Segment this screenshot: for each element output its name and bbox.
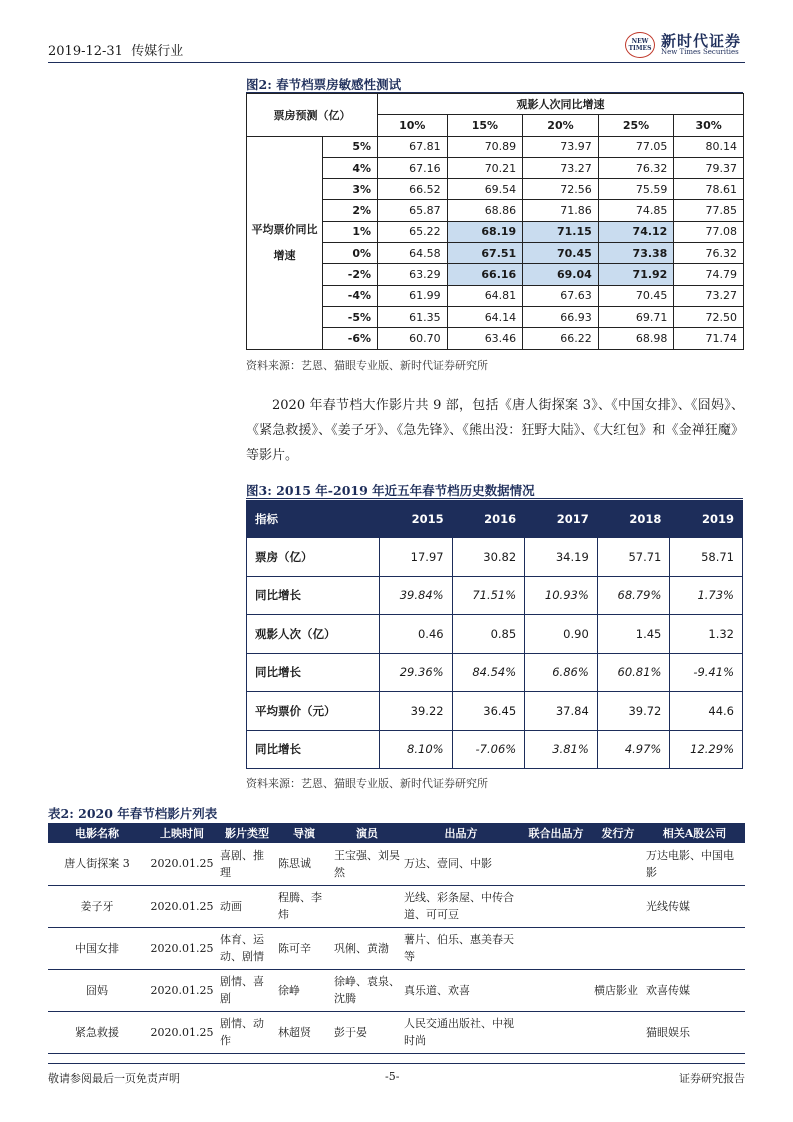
sensitivity-cell: 64.81 — [447, 285, 523, 306]
film-cell-date: 2020.01.25 — [150, 899, 214, 913]
film-cell-director: 程腾、李炜 — [278, 891, 322, 921]
sensitivity-cell: 74.79 — [674, 264, 744, 285]
history-cell: -7.06% — [452, 730, 525, 769]
sensitivity-col-header: 30% — [674, 115, 744, 136]
film-cell-type: 动画 — [220, 899, 242, 913]
film-cell-actors — [332, 885, 402, 927]
sensitivity-cell: 77.85 — [674, 200, 744, 221]
sensitivity-cell: 65.22 — [378, 221, 448, 242]
sensitivity-cell: 70.21 — [447, 157, 523, 178]
film-cell-coproducer — [520, 885, 592, 927]
film-cell-company: 欢喜传媒 — [646, 983, 690, 997]
sensitivity-cell: 69.54 — [447, 179, 523, 200]
sensitivity-cell: 71.92 — [598, 264, 674, 285]
sensitivity-cell: 77.05 — [598, 136, 674, 157]
film-cell-distributor — [592, 927, 644, 969]
film-cell-company: 万达电影、中国电影 — [646, 848, 734, 879]
history-cell: 68.79% — [597, 576, 670, 615]
figure3-title: 图3: 2015 年-2019 年近五年春节档历史数据情况 — [246, 483, 535, 498]
sensitivity-table — [246, 93, 744, 350]
sensitivity-cell: 64.14 — [447, 306, 523, 327]
history-table — [246, 500, 743, 769]
film-cell-coproducer — [520, 927, 592, 969]
sensitivity-cell: 63.29 — [378, 264, 448, 285]
film-table-header: 电影名称 — [48, 823, 146, 843]
history-year-header: 2015 — [380, 501, 453, 538]
film-cell-name: 姜子牙 — [80, 899, 114, 913]
company-logo — [625, 30, 745, 60]
history-cell: 6.86% — [525, 653, 598, 692]
film-cell-name: 中国女排 — [75, 941, 119, 955]
sensitivity-cell: 68.98 — [598, 328, 674, 349]
sensitivity-cell: 70.45 — [523, 243, 599, 264]
film-cell-producer: 真乐道、欢喜 — [404, 983, 470, 997]
sensitivity-cell: 67.81 — [378, 136, 448, 157]
film-row — [48, 885, 745, 927]
history-cell: 0.90 — [525, 615, 598, 654]
history-cell: 37.84 — [525, 692, 598, 731]
sensitivity-cell: 66.22 — [523, 328, 599, 349]
footer-disclaimer: 敬请参阅最后一页免责声明 — [48, 1072, 180, 1085]
sensitivity-cell: 74.12 — [598, 221, 674, 242]
sensitivity-cell: 79.37 — [674, 157, 744, 178]
history-row-label: 同比增长 — [247, 730, 380, 769]
sensitivity-cell: 68.86 — [447, 200, 523, 221]
film-cell-company: 光线传媒 — [646, 899, 690, 913]
sensitivity-cell: 67.16 — [378, 157, 448, 178]
film-cell-producer: 人民交通出版社、中视时尚 — [404, 1017, 514, 1047]
film-cell-director: 陈可辛 — [278, 941, 311, 955]
sensitivity-cell: 63.46 — [447, 328, 523, 349]
sensitivity-top-left: 票房预测（亿） — [247, 94, 378, 137]
header-date-industry — [48, 40, 183, 59]
film-cell-distributor — [592, 1011, 644, 1053]
history-cell: 60.81% — [597, 653, 670, 692]
figure3-title-rule — [246, 498, 743, 499]
history-cell: -9.41% — [670, 653, 743, 692]
history-row — [247, 615, 743, 654]
film-cell-producer: 光线、彩条屋、中传合道、可可豆 — [404, 891, 514, 921]
film-table-header: 导演 — [276, 823, 332, 843]
film-cell-distributor — [592, 885, 644, 927]
history-cell: 1.45 — [597, 615, 670, 654]
film-row — [48, 843, 745, 885]
sensitivity-cell: 73.97 — [523, 136, 599, 157]
sensitivity-cell: 67.63 — [523, 285, 599, 306]
film-cell-distributor: 横店影业 — [594, 983, 638, 997]
sensitivity-col-header: 25% — [598, 115, 674, 136]
history-cell: 10.93% — [525, 576, 598, 615]
film-row — [48, 927, 745, 969]
sensitivity-cell: 73.38 — [598, 243, 674, 264]
film-cell-type: 体育、运动、剧情 — [220, 933, 264, 963]
sensitivity-cell: 65.87 — [378, 200, 448, 221]
film-table-header: 相关A股公司 — [644, 823, 745, 843]
sensitivity-cell: 66.93 — [523, 306, 599, 327]
history-year-header: 2017 — [525, 501, 598, 538]
history-cell: 8.10% — [380, 730, 453, 769]
figure2-title: 图2: 春节档票房敏感性测试 — [246, 77, 402, 92]
figure3-source: 资料来源：艺恩、猫眼专业版、新时代证券研究所 — [246, 777, 488, 790]
sensitivity-cell: 69.71 — [598, 306, 674, 327]
footer-divider — [48, 1063, 745, 1064]
logo-badge-icon: NEW TIMES — [625, 32, 655, 58]
report-industry: 传媒行业 — [131, 44, 184, 59]
sensitivity-row-label: -6% — [323, 328, 378, 349]
logo-chinese-name: 新时代证券 — [661, 32, 742, 50]
film-cell-company — [644, 927, 745, 969]
sensitivity-row — [247, 136, 744, 157]
history-cell: 4.97% — [597, 730, 670, 769]
sensitivity-cell: 73.27 — [523, 157, 599, 178]
film-table-header: 联合出品方 — [520, 823, 592, 843]
sensitivity-cell: 66.52 — [378, 179, 448, 200]
sensitivity-cell: 74.85 — [598, 200, 674, 221]
film-cell-coproducer — [520, 1011, 592, 1053]
film-cell-actors: 徐峥、袁泉、沈腾 — [334, 975, 400, 1005]
film-table-header: 影片类型 — [218, 823, 276, 843]
page-number: -5- — [385, 1070, 400, 1083]
sensitivity-cell: 80.14 — [674, 136, 744, 157]
history-cell: 36.45 — [452, 692, 525, 731]
sensitivity-col-header: 10% — [378, 115, 448, 136]
sensitivity-row-group: 平均票价同比增速 — [247, 136, 323, 349]
sensitivity-cell: 70.89 — [447, 136, 523, 157]
sensitivity-row-label: -4% — [323, 285, 378, 306]
film-cell-type: 剧情、动作 — [220, 1017, 264, 1047]
history-cell: 39.72 — [597, 692, 670, 731]
sensitivity-row-label: 5% — [323, 136, 378, 157]
sensitivity-cell: 73.27 — [674, 285, 744, 306]
history-cell: 12.29% — [670, 730, 743, 769]
sensitivity-cell: 70.45 — [598, 285, 674, 306]
film-row — [48, 969, 745, 1011]
sensitivity-row-label: 0% — [323, 243, 378, 264]
logo-english-name: New Times Securities — [661, 48, 739, 56]
film-cell-actors: 彭于晏 — [334, 1025, 367, 1039]
history-cell: 44.6 — [670, 692, 743, 731]
sensitivity-cell: 72.50 — [674, 306, 744, 327]
history-year-header: 2018 — [597, 501, 670, 538]
sensitivity-cell: 67.51 — [447, 243, 523, 264]
history-row-label: 票房（亿） — [247, 538, 380, 577]
sensitivity-col-group: 观影人次同比增速 — [378, 94, 744, 115]
film-table-header: 上映时间 — [146, 823, 218, 843]
history-cell: 1.73% — [670, 576, 743, 615]
sensitivity-row-label: -5% — [323, 306, 378, 327]
history-cell: 57.71 — [597, 538, 670, 577]
sensitivity-row-label: 1% — [323, 221, 378, 242]
film-table-header: 发行方 — [592, 823, 644, 843]
history-cell: 3.81% — [525, 730, 598, 769]
film-cell-coproducer — [520, 843, 592, 885]
film-cell-actors: 巩俐、黄渤 — [334, 941, 389, 955]
history-cell: 39.22 — [380, 692, 453, 731]
film-cell-company: 猫眼娱乐 — [646, 1025, 690, 1039]
film-cell-director: 陈思诚 — [278, 857, 311, 871]
footer-report-type: 证券研究报告 — [679, 1072, 745, 1085]
history-header-label: 指标 — [247, 501, 380, 538]
sensitivity-cell: 77.08 — [674, 221, 744, 242]
film-cell-type: 剧情、喜剧 — [220, 975, 264, 1005]
film-cell-date: 2020.01.25 — [150, 857, 214, 871]
header-divider — [48, 62, 745, 63]
sensitivity-cell: 61.99 — [378, 285, 448, 306]
sensitivity-col-header: 15% — [447, 115, 523, 136]
sensitivity-cell: 69.04 — [523, 264, 599, 285]
film-cell-name: 紧急救援 — [75, 1025, 119, 1039]
film-cell-type: 喜剧、推理 — [220, 848, 264, 879]
sensitivity-cell: 71.15 — [523, 221, 599, 242]
film-cell-date: 2020.01.25 — [150, 983, 214, 997]
sensitivity-cell: 71.74 — [674, 328, 744, 349]
film-cell-actors: 王宝强、刘昊然 — [334, 848, 400, 879]
film-cell-producer: 万达、壹同、中影 — [404, 857, 492, 871]
film-cell-name: 唐人街探案 3 — [64, 857, 130, 871]
history-cell: 84.54% — [452, 653, 525, 692]
report-date: 2019-12-31 — [48, 44, 123, 59]
history-cell: 71.51% — [452, 576, 525, 615]
history-cell: 0.46 — [380, 615, 453, 654]
film-cell-director: 徐峥 — [278, 983, 300, 997]
history-cell: 58.71 — [670, 538, 743, 577]
sensitivity-cell: 64.58 — [378, 243, 448, 264]
sensitivity-cell: 60.70 — [378, 328, 448, 349]
sensitivity-cell: 66.16 — [447, 264, 523, 285]
history-row — [247, 653, 743, 692]
history-cell: 39.84% — [380, 576, 453, 615]
history-year-header: 2016 — [452, 501, 525, 538]
sensitivity-cell: 71.86 — [523, 200, 599, 221]
sensitivity-cell: 75.59 — [598, 179, 674, 200]
history-cell: 1.32 — [670, 615, 743, 654]
history-cell: 30.82 — [452, 538, 525, 577]
film-cell-date: 2020.01.25 — [150, 1025, 214, 1039]
sensitivity-cell: 78.61 — [674, 179, 744, 200]
history-cell: 34.19 — [525, 538, 598, 577]
figure2-source: 资料来源：艺恩、猫眼专业版、新时代证券研究所 — [246, 359, 488, 372]
sensitivity-cell: 68.19 — [447, 221, 523, 242]
history-row — [247, 576, 743, 615]
film-cell-distributor — [592, 843, 644, 885]
film-cell-director: 林超贤 — [278, 1025, 311, 1039]
body-paragraph: 2020 年春节档大作影片共 9 部，包括《唐人街探案 3》、《中国女排》、《囧妈》、《紧急救援》、《姜子牙》、《急先锋》、《熊出没：狂野大陆》、《大红包》和《金禅狂魔》等影片。 — [246, 398, 744, 463]
sensitivity-row-label: 2% — [323, 200, 378, 221]
film-cell-coproducer — [520, 969, 592, 1011]
film-row — [48, 1011, 745, 1053]
sensitivity-col-header: 20% — [523, 115, 599, 136]
film-table-header: 出品方 — [402, 823, 520, 843]
sensitivity-cell: 76.32 — [598, 157, 674, 178]
film-cell-name: 囧妈 — [86, 983, 108, 997]
history-row — [247, 692, 743, 731]
history-cell: 0.85 — [452, 615, 525, 654]
history-row-label: 同比增长 — [247, 576, 380, 615]
sensitivity-cell: 76.32 — [674, 243, 744, 264]
film-cell-date: 2020.01.25 — [150, 941, 214, 955]
sensitivity-cell: 72.56 — [523, 179, 599, 200]
film-cell-producer: 薯片、伯乐、惠美春天等 — [404, 933, 514, 963]
film-table-header: 演员 — [332, 823, 402, 843]
history-cell: 29.36% — [380, 653, 453, 692]
history-row-label: 平均票价（元） — [247, 692, 380, 731]
history-row — [247, 730, 743, 769]
history-cell: 17.97 — [380, 538, 453, 577]
history-year-header: 2019 — [670, 501, 743, 538]
history-row-label: 同比增长 — [247, 653, 380, 692]
table2-title: 表2: 2020 年春节档影片列表 — [48, 806, 218, 821]
sensitivity-row-label: -2% — [323, 264, 378, 285]
sensitivity-row-label: 4% — [323, 157, 378, 178]
sensitivity-row-label: 3% — [323, 179, 378, 200]
history-row-label: 观影人次（亿） — [247, 615, 380, 654]
sensitivity-cell: 61.35 — [378, 306, 448, 327]
history-row — [247, 538, 743, 577]
film-list-table — [48, 823, 745, 1054]
